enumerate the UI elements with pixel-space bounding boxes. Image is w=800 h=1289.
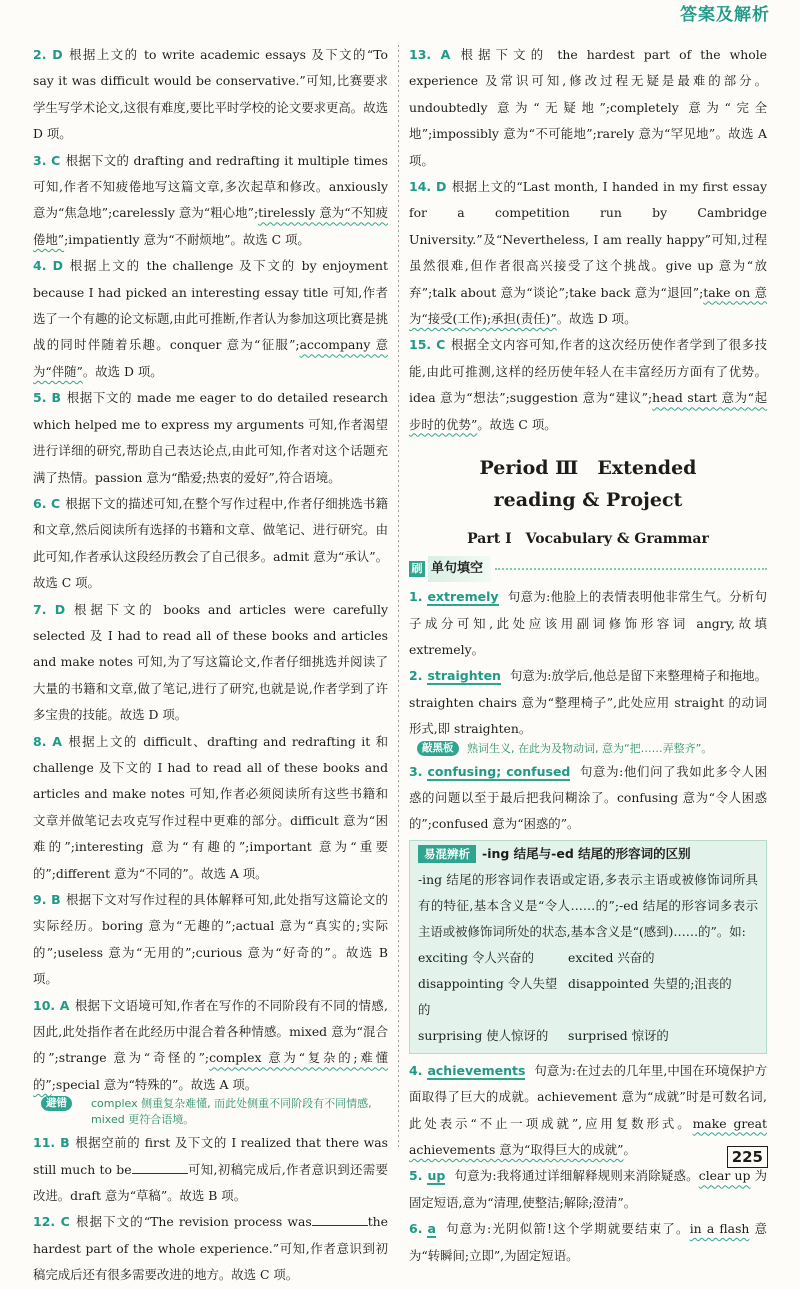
key-phrase: accompany 意为“伴随” bbox=[33, 337, 388, 379]
item-number: 10. A bbox=[33, 997, 70, 1013]
right-answer-items bbox=[409, 42, 767, 438]
part-title: Part Ⅰ Vocabulary & Grammar bbox=[467, 531, 709, 548]
explanation-text: 句意为:在过去的几年里,中国在环境保护方面取得了巨大的成就。achievement 意为“成就”时是可数名词,此处表示“不止一项成就”,应用复数形式。 bbox=[409, 1062, 767, 1131]
confusion-box bbox=[409, 840, 767, 1054]
answer-item bbox=[33, 1130, 388, 1209]
section-header bbox=[409, 558, 767, 580]
item-number: 6. C bbox=[33, 495, 61, 511]
word-pair-ing: exciting 令人兴奋的 bbox=[418, 949, 534, 965]
explanation-text: 。 bbox=[623, 1141, 636, 1157]
fill-items-2 bbox=[409, 1058, 767, 1269]
explanation-text: 根据空前的 first 及下文的 I realized that there was still much to be bbox=[33, 1135, 389, 1177]
right-column bbox=[409, 42, 767, 1269]
blank-line bbox=[132, 1161, 188, 1174]
item-number: 13. A bbox=[409, 47, 451, 62]
item-number: 12. C bbox=[33, 1214, 70, 1230]
left-column bbox=[33, 42, 388, 1289]
item-number: 2. D bbox=[33, 47, 63, 62]
answer-item bbox=[409, 584, 767, 663]
explanation-text: 根据下文的 drafting and redrafting it multiple times 可知,作者不知疲倦地写这篇文章,多次起草和修改。anxiously 意为“焦急地”;carelessly 意为“粗心地”; bbox=[33, 152, 388, 221]
tip-tag: 避错 bbox=[41, 1096, 72, 1111]
tip-text: 熟词生义, 在此为及物动词, 意为“把……弄整齐”。 bbox=[467, 741, 713, 755]
explanation-text: 根据全文内容可知,作者的这次经历使作者学到了很多技能,由此可推测,这样的经历使年轻人在丰富经历方面有了优势。idea 意为“想法”;suggestion 意为“建议”; bbox=[409, 337, 767, 406]
word-pair-ing: disappointing 令人失望的 bbox=[418, 975, 558, 1017]
answer-item bbox=[33, 729, 388, 887]
explanation-text: the hardest part of the whole experience.”可知,作者意识到初稿完成后还有很多需要改进的地方。故选 C 项。 bbox=[33, 1214, 388, 1283]
key-phrase: make great achievements 意为“取得巨大的成就” bbox=[409, 1115, 767, 1157]
column-divider bbox=[398, 45, 399, 1150]
header-title: 答案及解析 bbox=[680, 5, 770, 25]
key-phrase: head start 意为“起步时的优势” bbox=[409, 390, 767, 432]
answer-item bbox=[409, 759, 767, 838]
explanation-text: 句意为:放学后,他总是留下来整理椅子和拖地。straighten chairs 意为“整理椅子”,此处应用 straight 的动词形式,即 straighten。 bbox=[409, 668, 767, 737]
period-title-line1: Period Ⅲ Extended bbox=[479, 457, 697, 480]
confusion-box-header bbox=[418, 841, 758, 867]
item-number: 3. C bbox=[33, 152, 61, 168]
key-phrase: take on 意为“接受(工作);承担(责任)” bbox=[409, 284, 767, 327]
explanation-text: 根据上文的 to write academic essays 及下文的“To say it was difficult would be conservative.”可知,比赛要求学生写学术论文,这很有难度,要比平时学校的论文要求更高。故选 D 项。 bbox=[33, 47, 388, 142]
explanation-text: 根据下文语境可知,作者在写作的不同阶段有不同的情感,因此,此处指作者在此经历中混合着各种情感。mixed 意为“混合的”;strange 意为“奇怪的”; bbox=[33, 997, 388, 1066]
item-answer: confusing; confused bbox=[427, 763, 571, 779]
item-answer: achievements bbox=[427, 1062, 526, 1078]
explanation-text: 句意为:光阴似箭!这个学期就要结束了。 bbox=[446, 1221, 690, 1237]
explanation-text: 为固定短语,意为“清理,使整洁;解除;澄清”。 bbox=[409, 1168, 767, 1210]
confusion-box-tag: 易混辨析 bbox=[418, 845, 476, 863]
answer-item bbox=[33, 42, 388, 148]
explanation-text: 根据下文的 the hardest part of the whole experience 及常识可知,修改过程无疑是最难的部分。undoubtedly 意为“无疑地”;completely 意为“完全地”;impossibly 意为“不可能地”;rarely 意为“罕见地”。故选 A 项。 bbox=[409, 47, 768, 168]
item-number: 2. bbox=[409, 668, 423, 684]
explanation-text: 根据下文的 books and articles were carefully selected 及 I had to read all of these books and articles and make notes 可知,为了写这篇论文,作者仔细挑选并阅读了大量的书籍和文章,做了笔记,进行了研究,也就是说,作者学到了许多宝贵的技能。故选 D 项。 bbox=[33, 601, 388, 723]
confusion-box-title: -ing 结尾与-ed 结尾的形容词的区别 bbox=[482, 845, 691, 861]
tip-note bbox=[33, 1096, 388, 1128]
section-label: 单句填空 bbox=[428, 556, 491, 582]
answer-item bbox=[409, 1058, 767, 1164]
answer-item bbox=[33, 148, 388, 254]
period-title-line2: reading & Project bbox=[493, 489, 683, 512]
answer-item bbox=[409, 174, 767, 332]
item-number: 4. D bbox=[33, 258, 63, 274]
explanation-text: 根据下文对写作过程的具体解释可知,此处指写这篇论文的实际经历。boring 意为“无趣的”;actual 意为“真实的;实际的”;useless 意为“无用的”;curious 意为“好奇的”。故选 B 项。 bbox=[33, 892, 388, 987]
blank-line bbox=[312, 1213, 368, 1226]
word-pairs bbox=[418, 945, 758, 1049]
item-answer: up bbox=[427, 1168, 446, 1184]
item-number: 7. D bbox=[33, 601, 66, 617]
answer-item bbox=[409, 1216, 767, 1269]
explanation-text: 根据上文的 the challenge 及下文的 by enjoyment because I had picked an interesting essay title 可知,作者选了一个有趣的论文标题,由此可推断,作者认为参加这项比赛是挑战的同时伴随着乐趣。conquer 意为“征服”; bbox=[33, 258, 388, 353]
explanation-text: ;impatiently 意为“不耐烦地”。故选 C 项。 bbox=[64, 231, 310, 247]
page-number: 225 bbox=[727, 1146, 768, 1168]
explanation-text: ;special 意为“特殊的”。故选 A 项。 bbox=[51, 1076, 258, 1092]
item-number: 5. bbox=[409, 1168, 423, 1184]
answer-item bbox=[409, 42, 767, 174]
word-pair-ed: surprised 惊讶的 bbox=[568, 1027, 669, 1043]
explanation-text: 根据上文的 difficult、drafting and redrafting it 和 challenge 及下文的 I had to read all of these books and articles and make notes 可知,作者必须阅读所有这些书籍和文章并做笔记去攻克写作过程中更难的部分。difficult 意为“困难的”;interesting 意为“有趣的”;important 意为“重要的”;different 意为“不同的”。故选 A 项。 bbox=[33, 733, 388, 881]
item-number: 5. B bbox=[33, 390, 62, 406]
item-answer: straighten bbox=[427, 668, 501, 684]
item-number: 15. C bbox=[409, 337, 446, 353]
answer-item bbox=[33, 385, 388, 491]
answer-item bbox=[409, 1163, 767, 1216]
explanation-text: 句意为:他们问了我如此多令人困惑的问题以至于最后把我问糊涂了。confusing 意为“令人困惑的”;confused 意为“困惑的”。 bbox=[409, 763, 767, 832]
explanation-text: 根据上文的“Last month, I handed in my first essay for a competition run by Cambridge University.”及“Nevertheless, I am really happy”可知,过程虽然很难,但作者很高兴接受了这个挑战。give up 意为“放弃”;talk about 意为“谈论”;take back 意为“退回”; bbox=[409, 179, 767, 300]
fill-items bbox=[409, 584, 767, 838]
confusion-box-body: -ing 结尾的形容词作表语或定语,多表示主语或被修饰词所具有的特征,基本含义是“令人……的”;-ed 结尾的形容词多表示主语或被修饰词所处的状态,基本含义是“(感到)……的”。如: bbox=[418, 871, 758, 939]
explanation-text: 。故选 D 项。 bbox=[82, 363, 163, 379]
word-pair-ed: disappointed 失望的;沮丧的 bbox=[568, 975, 732, 991]
answer-item bbox=[33, 253, 388, 385]
tip-note bbox=[409, 741, 767, 757]
explanation-text: 根据下文的“The revision process was bbox=[74, 1214, 312, 1230]
explanation-text: 根据下文的 made me eager to do detailed research which helped me to express my arguments 可知,作者渴望进行详细的研究,帮助自己表达论点,由此可知,作者对这个话题充满了热情。passion 意为“酷爱;热衷的爱好”,符合语境。 bbox=[33, 390, 389, 485]
answer-item bbox=[409, 663, 767, 742]
section-dotted-rule bbox=[495, 568, 767, 570]
answer-item bbox=[409, 332, 767, 438]
item-number: 3. bbox=[409, 763, 423, 779]
brush-icon: 刷 bbox=[409, 561, 425, 577]
item-number: 6. bbox=[409, 1221, 423, 1237]
explanation-text: 句意为:我将通过详细解释规则来消除疑惑。 bbox=[454, 1168, 699, 1184]
item-number: 11. B bbox=[33, 1135, 70, 1151]
key-phrase: clear up bbox=[698, 1168, 751, 1184]
answer-item bbox=[33, 1209, 388, 1288]
word-pair-ed: excited 兴奋的 bbox=[568, 949, 655, 965]
explanation-text: 句意为:他脸上的表情表明他非常生气。分析句子成分可知,此处应该用副词修饰形容词 angry,故填 extremely。 bbox=[409, 589, 767, 657]
explanation-text: 可知,初稿完成后,作者意识到还需要改进。draft 意为“草稿”。故选 B 项。 bbox=[33, 1161, 388, 1204]
explanation-text: 。故选 D 项。 bbox=[556, 311, 637, 327]
explanation-text: 。故选 C 项。 bbox=[477, 416, 557, 432]
tip-tag: 敲黑板 bbox=[417, 741, 459, 756]
word-pair-ing: surprising 使人惊讶的 bbox=[418, 1027, 549, 1043]
period-title bbox=[409, 452, 767, 516]
answer-item bbox=[33, 491, 388, 597]
explanation-text: 根据下文的描述可知,在整个写作过程中,作者仔细挑选书籍和文章,然后阅读所有选择的书籍和文章、做笔记、进行研究。由此可知,作者承认这段经历教会了自己很多。admit 意为“承认”。故选 C 项。 bbox=[33, 495, 388, 591]
answer-item bbox=[33, 993, 388, 1099]
item-number: 9. B bbox=[33, 892, 61, 907]
item-number: 4. bbox=[409, 1062, 423, 1078]
explanation-text: 意为“转瞬间;立即”,为固定短语。 bbox=[409, 1221, 768, 1263]
item-number: 14. D bbox=[409, 179, 447, 195]
tip-text: complex 侧重复杂难懂, 而此处侧重不同阶段有不同情感, mixed 更符合语境。 bbox=[91, 1097, 372, 1127]
item-answer: extremely bbox=[427, 589, 499, 605]
item-answer: a bbox=[427, 1221, 436, 1237]
answer-item bbox=[33, 597, 388, 729]
key-phrase: complex 意为“复杂的;难懂的” bbox=[33, 1050, 389, 1092]
key-phrase: tirelessly 意为“不知疲倦地” bbox=[33, 205, 388, 247]
item-number: 8. A bbox=[33, 733, 62, 749]
item-number: 1. bbox=[409, 589, 423, 605]
key-phrase: in a flash bbox=[689, 1221, 750, 1237]
answer-item bbox=[33, 887, 388, 993]
